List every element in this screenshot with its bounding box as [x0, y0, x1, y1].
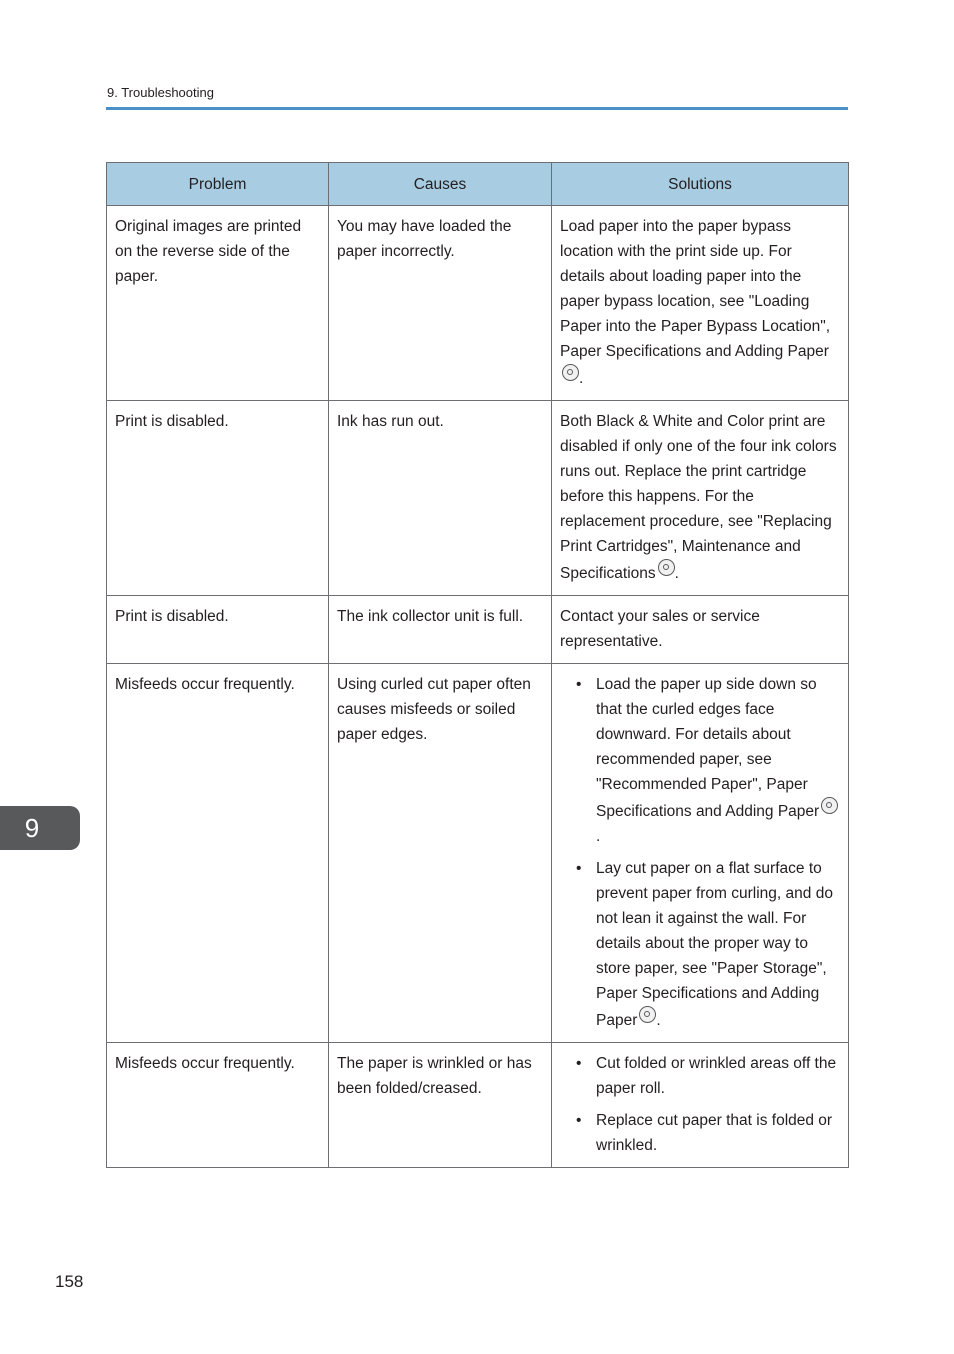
table-row: [107, 401, 849, 596]
cause-cell: The ink collector unit is full.: [329, 596, 552, 664]
table-row: [107, 664, 849, 1043]
page-number: 158: [55, 1272, 84, 1291]
solution-list: [560, 1051, 840, 1158]
list-item: [596, 672, 840, 849]
column-header-solutions: Solutions: [552, 163, 849, 206]
cause-cell: Ink has run out.: [329, 401, 552, 596]
solution-cell: [552, 664, 849, 1043]
cd-disc-icon: [821, 797, 838, 814]
solution-text: Both Black & White and Color print are disabled if only one of the four ink colors runs out. Replace the print cartridge before this happens. For the replacement procedure, see "Replacing Print Cartridges", Maintenance and Specifications: [560, 413, 837, 582]
solution-cell: [552, 1043, 849, 1168]
cause-cell: You may have loaded the paper incorrectly.: [329, 206, 552, 401]
cause-cell: The paper is wrinkled or has been folded/creased.: [329, 1043, 552, 1168]
chapter-tab: 9: [0, 806, 80, 850]
solution-list: [560, 672, 840, 1033]
solution-cell: [552, 206, 849, 401]
cause-cell: Using curled cut paper often causes misfeeds or soiled paper edges.: [329, 664, 552, 1043]
problem-cell: Original images are printed on the reverse side of the paper.: [107, 206, 329, 401]
list-item: • Replace cut paper that is folded or wrinkled.: [596, 1108, 840, 1158]
cd-disc-icon: [639, 1006, 656, 1023]
cd-disc-icon: [562, 364, 579, 381]
period: .: [596, 828, 601, 845]
table-header-row: [107, 163, 849, 206]
column-header-problem: Problem: [107, 163, 329, 206]
solution-text: Load paper into the paper bypass location with the print side up. For details about loading paper into the paper bypass location, see "Loading Paper into the Paper Bypass Location", Paper Specifications and Adding Paper: [560, 218, 831, 360]
problem-cell: Print is disabled.: [107, 401, 329, 596]
solution-cell: [552, 401, 849, 596]
solution-cell: Contact your sales or service representative.: [552, 596, 849, 664]
table-row: [107, 596, 849, 664]
bullet-text: Load the paper up side down so that the curled edges face downward. For details about recommended paper, see "Recommended Paper", Paper Specifications and Adding Paper: [596, 676, 820, 820]
cd-disc-icon: [658, 559, 675, 576]
table-row: [107, 206, 849, 401]
header-rule: [106, 107, 848, 110]
list-item: • Cut folded or wrinkled areas off the paper roll.: [596, 1051, 840, 1101]
problem-cell: Misfeeds occur frequently.: [107, 1043, 329, 1168]
period: .: [579, 370, 584, 387]
list-item: [596, 856, 840, 1033]
problem-cell: Misfeeds occur frequently.: [107, 664, 329, 1043]
troubleshooting-table: [106, 162, 849, 1168]
period: .: [656, 1012, 661, 1029]
running-header: 9. Troubleshooting: [107, 85, 214, 100]
table-row: [107, 1043, 849, 1168]
bullet-text: Lay cut paper on a flat surface to prevent paper from curling, and do not lean it against the wall. For details about the proper way to store paper, see "Paper Storage", Paper Specifications and Adding Paper: [596, 860, 833, 1029]
period: .: [674, 565, 679, 582]
problem-cell: Print is disabled.: [107, 596, 329, 664]
column-header-causes: Causes: [329, 163, 552, 206]
